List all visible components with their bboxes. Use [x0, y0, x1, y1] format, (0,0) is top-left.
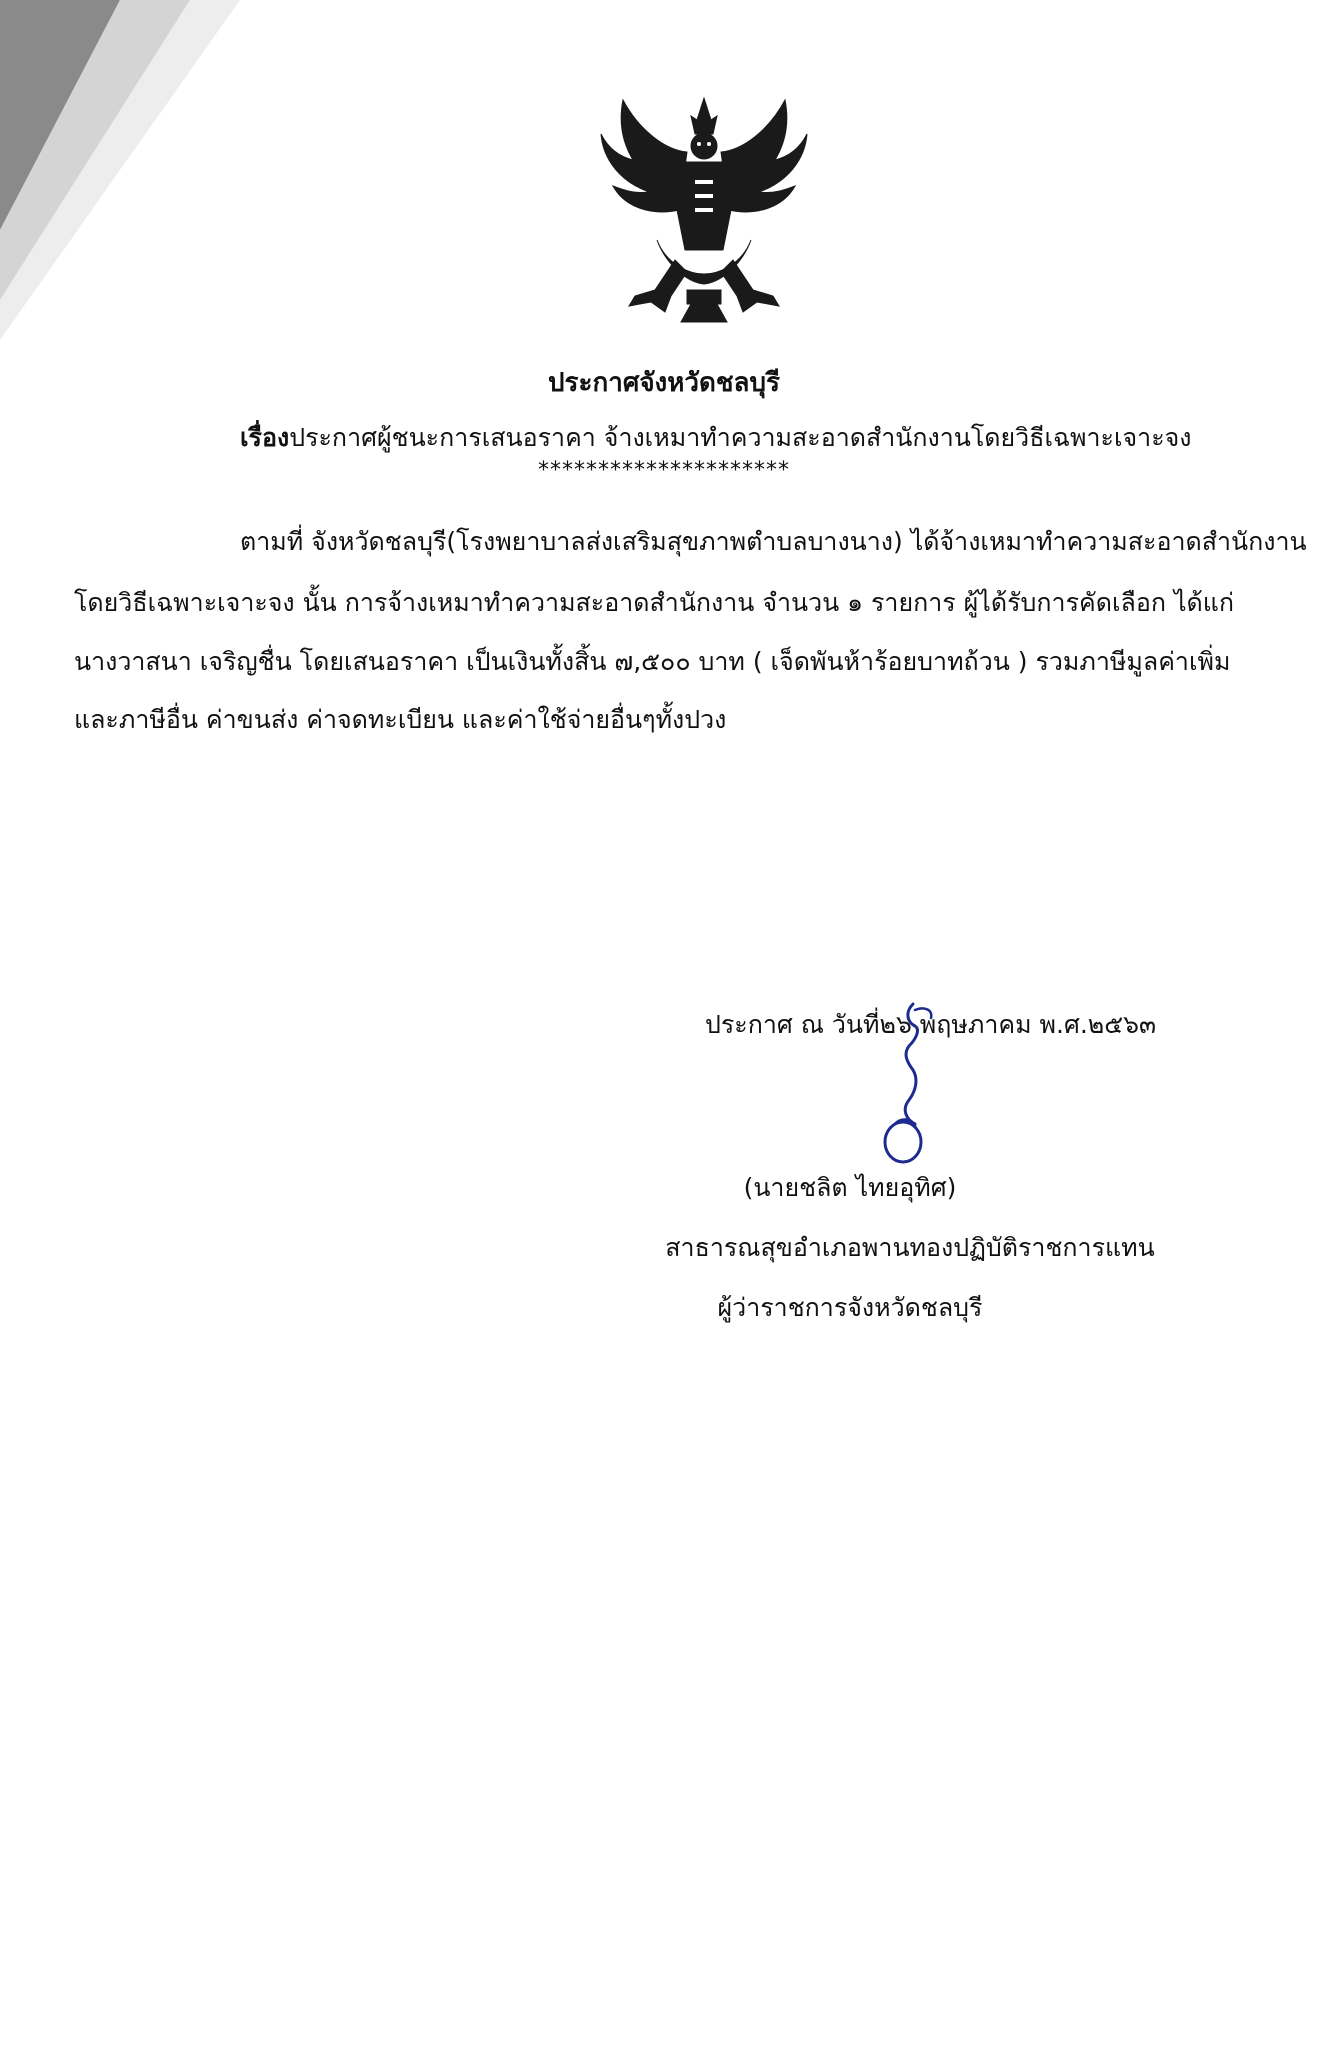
- body-line-4: และภาษีอื่น ค่าขนส่ง ค่าจดทะเบียน และค่าใช้จ่ายอื่นๆทั้งปวง: [74, 705, 727, 734]
- subject-line: [240, 418, 1220, 458]
- divider-stars: *********************: [538, 458, 790, 483]
- garuda-emblem-icon: [595, 90, 813, 326]
- handwritten-signature: [855, 1000, 965, 1170]
- body-line-2: โดยวิธีเฉพาะเจาะจง นั้น การจ้างเหมาทำความสะอาดสำนักงาน จำนวน ๑ รายการ ผู้ได้รับการคัดเลือก ได้แก่: [74, 588, 1234, 617]
- subject-text: ประกาศผู้ชนะการเสนอราคา จ้างเหมาทำความสะอาดสำนักงานโดยวิธีเฉพาะเจาะจง: [289, 423, 1192, 452]
- subject-label: เรื่อง: [240, 423, 290, 452]
- page-title: ประกาศจังหวัดชลบุรี: [548, 368, 780, 398]
- signer-position-2: ผู้ว่าราชการจังหวัดชลบุรี: [717, 1293, 983, 1322]
- announce-date: ประกาศ ณ วันที่๒๖ พฤษภาคม พ.ศ.๒๕๖๓: [705, 1010, 1157, 1039]
- body-line-1: ตามที่ จังหวัดชลบุรี(โรงพยาบาลส่งเสริมสุขภาพตำบลบางนาง) ได้จ้างเหมาทำความสะอาดสำนักงาน: [240, 527, 1307, 556]
- body-line-3: นางวาสนา เจริญชื่น โดยเสนอราคา เป็นเงินทั้งสิ้น ๗,๕๐๐ บาท ( เจ็ดพันห้าร้อยบาทถ้วน ) รวมภาษีมูลค่าเพิ่ม: [74, 647, 1231, 676]
- signer-name: (นายชลิต ไทยอุทิศ): [743, 1173, 957, 1202]
- signer-position-1: สาธารณสุขอำเภอพานทองปฏิบัติราชการแทน: [665, 1233, 1155, 1262]
